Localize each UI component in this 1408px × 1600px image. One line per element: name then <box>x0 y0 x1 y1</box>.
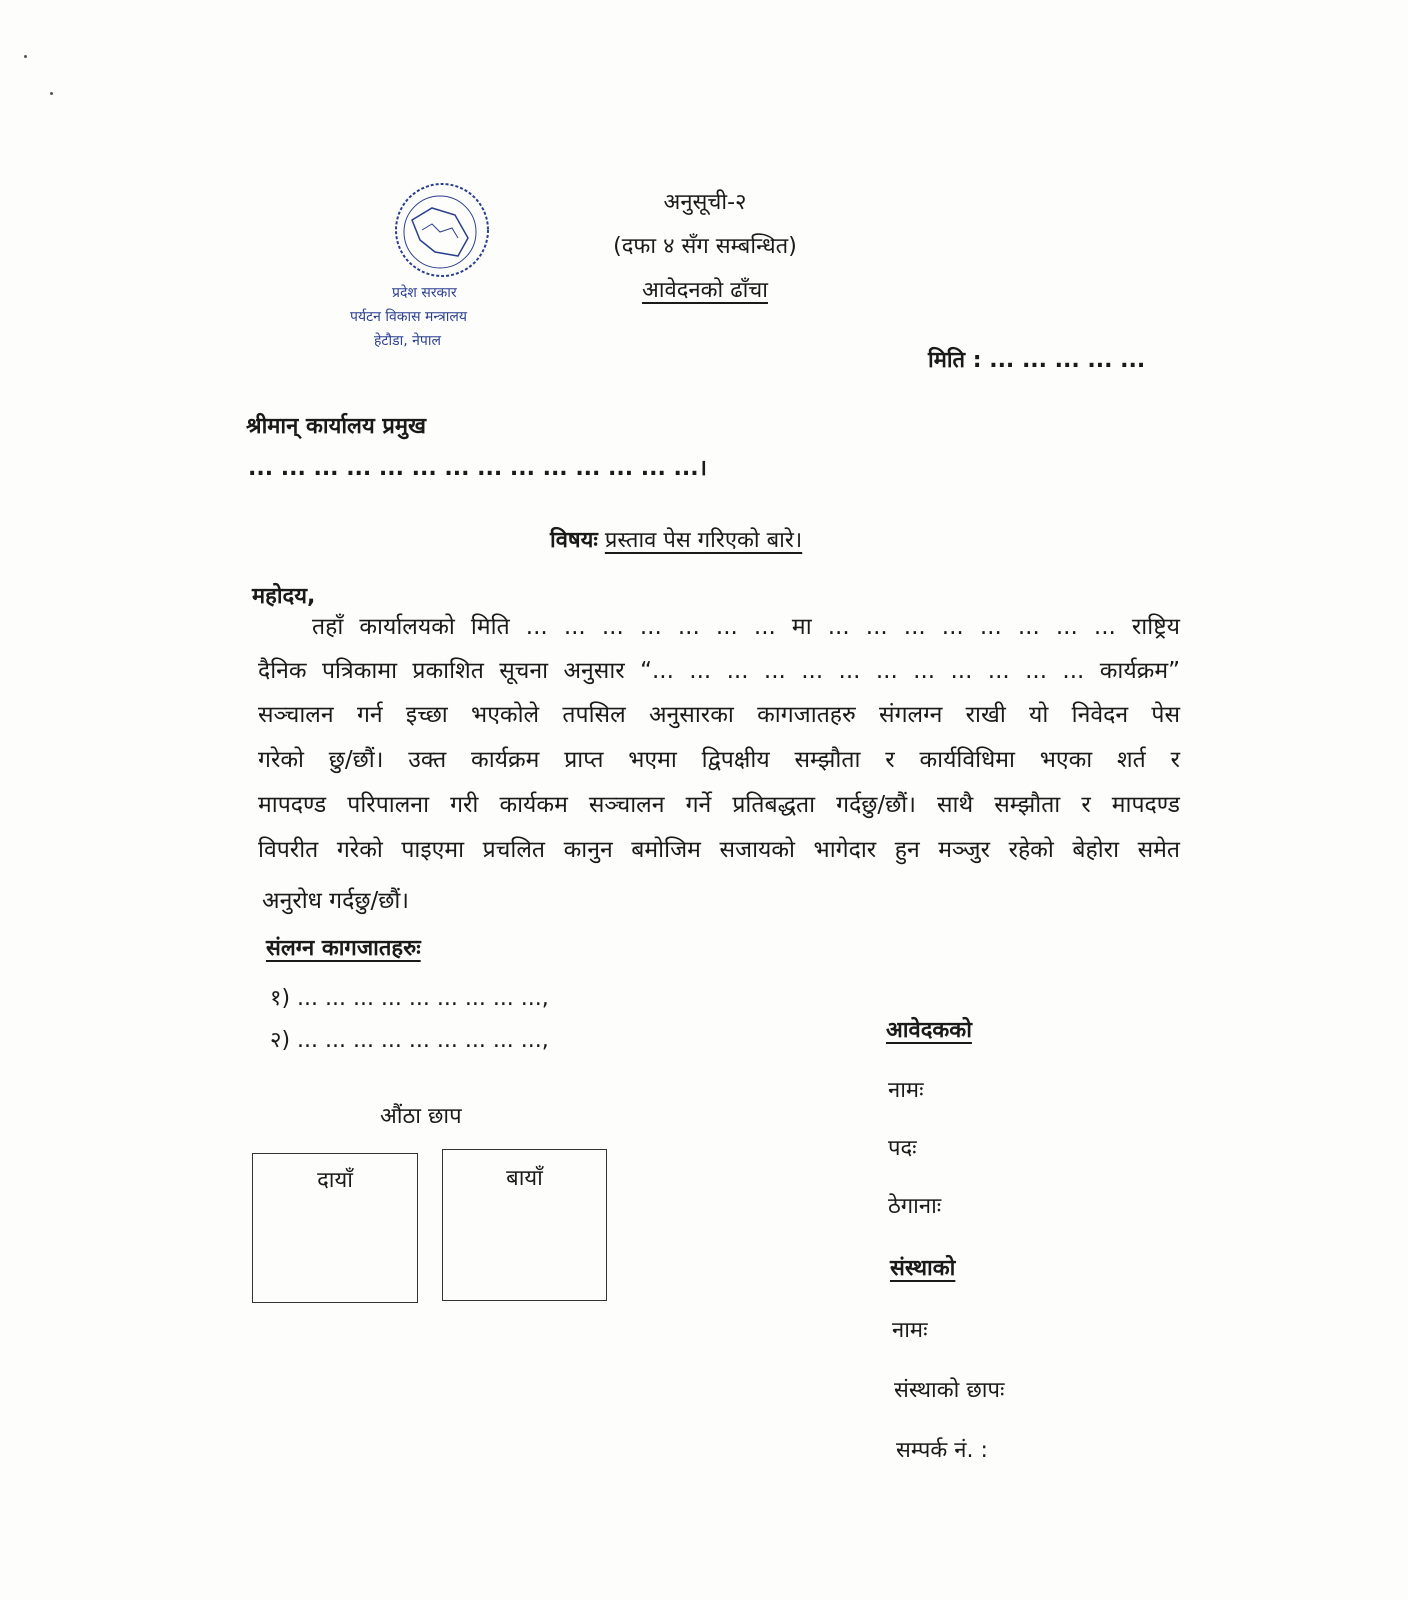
thumbprint-heading: औंठा छाप <box>380 1104 462 1129</box>
seal-text-2: पर्यटन विकास मन्त्रालय <box>350 309 467 325</box>
applicant-name-label: नामः <box>888 1078 924 1103</box>
subject-text: प्रस्ताव पेस गरिएको बारे। <box>604 528 803 553</box>
addressee-title: श्रीमान् कार्यालय प्रमुख <box>246 414 427 439</box>
organization-name-label: नामः <box>892 1318 928 1343</box>
attachment-item: २) ... ... ... ... ... ... ... ... ..., <box>270 1028 549 1053</box>
form-title: आवेदनको ढाँचा <box>642 278 768 303</box>
body-line: विपरीत गरेको पाइएमा प्रचलित कानुन बमोजिम सजायको भागेदार हुन मञ्जुर रहेको बेहोरा समेत <box>258 837 1180 863</box>
left-thumbprint-box <box>442 1149 607 1301</box>
right-thumbprint-box <box>252 1153 418 1303</box>
body-line: तहाँ कार्यालयको मिति ... ... ... ... ... ... ... मा ... ... ... ... ... ... ... ... राष्ट्रिय <box>312 614 1180 640</box>
left-thumb-label: बायाँ <box>506 1166 543 1191</box>
organization-heading: संस्थाको <box>890 1256 956 1281</box>
organization-contact-label: सम्पर्क नं. : <box>896 1438 988 1463</box>
attachment-item: १) ... ... ... ... ... ... ... ... ..., <box>270 986 549 1011</box>
body-line: सञ्चालन गर्न इच्छा भएकोले तपसिल अनुसारका कागजातहरु संगलग्न राखी यो निवेदन पेस <box>258 702 1180 728</box>
right-thumb-label: दायाँ <box>317 1168 353 1193</box>
applicant-address-label: ठेगानाः <box>888 1194 942 1219</box>
official-seal <box>330 180 530 360</box>
body-line: अनुरोध गर्दछु/छौं। <box>262 888 409 914</box>
body-line: दैनिक पत्रिकामा प्रकाशित सूचना अनुसार “... ... ... ... ... ... ... ... ... ... ... ... कार्यक्रम” <box>258 658 1180 684</box>
section-reference: (दफा ४ सँग सम्बन्धित) <box>613 234 797 259</box>
scan-speck <box>24 55 27 58</box>
body-line: मापदण्ड परिपालना गरी कार्यकम सञ्चालन गर्ने प्रतिबद्धता गर्दछु/छौं। साथै सम्झौता र मापदण्ड <box>258 792 1180 818</box>
addressee-blank: ... ... ... ... ... ... ... ... ... ... ... ... ... ...। <box>248 456 707 481</box>
salutation: महोदय, <box>252 584 316 609</box>
applicant-post-label: पदः <box>888 1136 917 1161</box>
date-field: मिति : ... ... ... ... ... <box>928 348 1146 373</box>
subject-label: विषयः <box>550 528 598 553</box>
seal-text-3: हेटौडा, नेपाल <box>374 333 441 349</box>
seal-text-1: प्रदेश सरकार <box>392 285 457 301</box>
schedule-number: अनुसूची-२ <box>663 190 747 215</box>
seal-emblem-icon <box>330 180 530 280</box>
body-line: गरेको छु/छौं। उक्त कार्यक्रम प्राप्त भएमा द्विपक्षीय सम्झौता र कार्यविधिमा भएका शर्त र <box>258 747 1180 773</box>
scan-speck <box>50 92 53 95</box>
attachments-heading: संलग्न कागजातहरुः <box>266 936 421 961</box>
organization-stamp-label: संस्थाको छापः <box>894 1378 1005 1403</box>
applicant-heading: आवेदकको <box>886 1018 972 1043</box>
subject-line <box>550 524 802 554</box>
